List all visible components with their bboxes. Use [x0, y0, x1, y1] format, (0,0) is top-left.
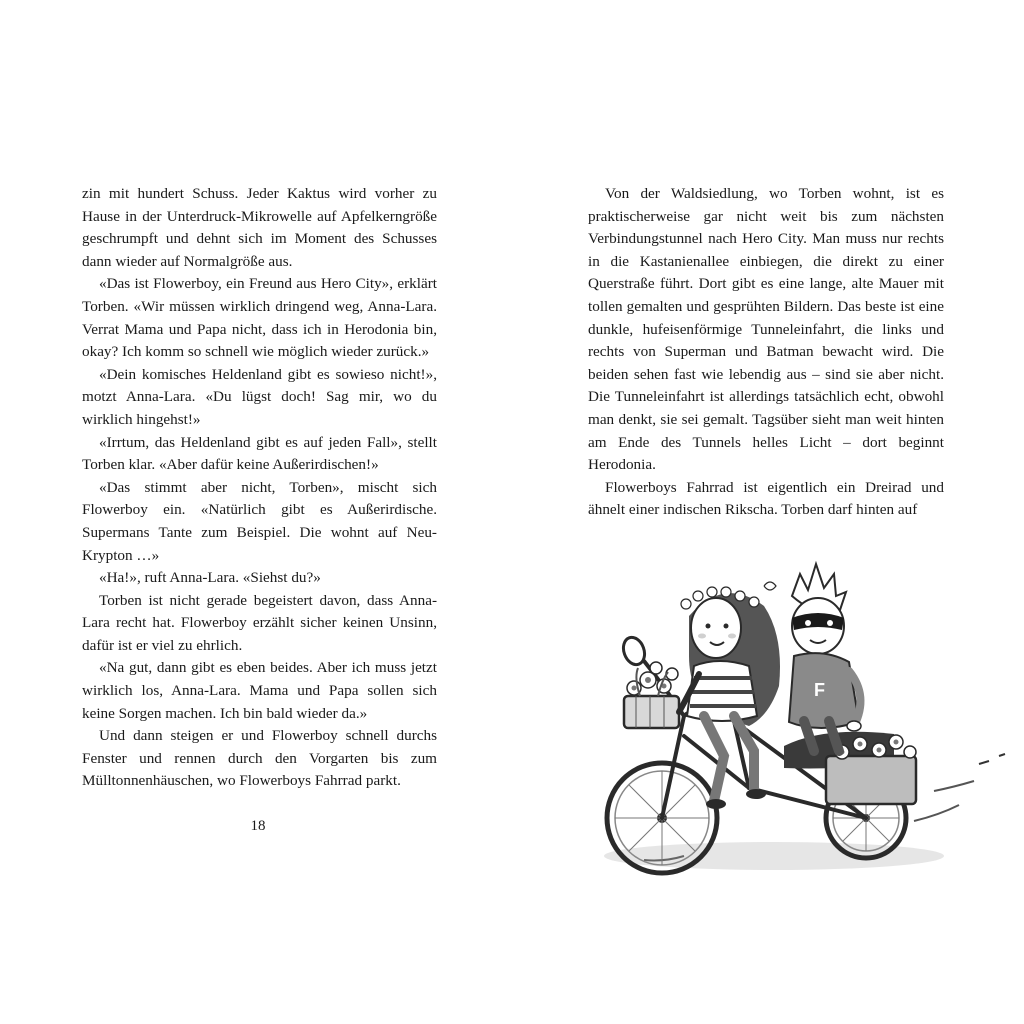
right-page-text [588, 183, 944, 522]
rickshaw-illustration-icon [574, 556, 1014, 886]
page-number: 18 [250, 818, 266, 834]
paragraph: Flowerboys Fahrrad ist eigentlich ein Dreirad und ähnelt einer indischen Rikscha. Torben darf hinten auf [588, 478, 944, 519]
paragraph: Und dann steigen er und Flowerboy schnell durchs Fenster und rennen durch den Vorgarten bis zum Mülltonnenhäuschen, wo Flowerboys Fahrrad parkt. [82, 727, 437, 790]
paragraph: «Ha!», ruft Anna-Lara. «Siehst du?» [99, 569, 321, 587]
paragraph: zin mit hundert Schuss. Jeder Kaktus wird vorher zu Hause in der Unterdruck-Mikrowelle auf Apfelkerngröße geschrumpft und dehnt sich im Moment des Schusses dann wieder auf Normalgröße aus. [82, 185, 437, 270]
paragraph: «Irrtum, das Heldenland gibt es auf jeden Fall», stellt Torben klar. «Aber dafür keine Außerirdischen!» [82, 433, 437, 474]
paragraph: «Dein komisches Heldenland gibt es sowieso nicht!», motzt Anna-Lara. «Du lügst doch! Sag mir, wo du wirklich hingehst!» [82, 365, 437, 428]
paragraph: Von der Waldsiedlung, wo Torben wohnt, ist es praktischerweise gar nicht weit bis zum nächsten Verbindungstunnel nach Hero City. Man muss nur rechts in die Kastanienallee einbiegen, die direkt zu einer Querstraße führt. Dort gibt es eine lange, alte Mauer mit tollen gemalten und gesprühten Bildern. Das beste ist eine dunkle, hufeisenförmige Tunneleinfahrt, die links und rechts von Superman und Batman bewacht wird. Die beiden sehen fast wie lebendig aus – sind sie aber nicht. Die Tunneleinfahrt ist allerdings tatsächlich echt, obwohl man denkt, sie sei gemalt. Tagsüber sieht man weit hinten am Ende des Tunnels helles Licht – dort beginnt Herodonia. [588, 185, 944, 474]
paragraph: «Das ist Flowerboy, ein Freund aus Hero City», erklärt Torben. «Wir müssen wirklich dringend weg, Anna-Lara. Verrat Mama und Papa nicht, dass ich in Herodonia bin, okay? Ich komm so schnell wie möglich wieder zurück.» [82, 275, 437, 361]
paragraph: «Na gut, dann gibt es eben beides. Aber ich muss jetzt wirklich los, Anna-Lara. Mama und Papa sollen sich keine Sorgen machen. Ich bin bald wieder da.» [82, 659, 437, 722]
right-page [512, 0, 1024, 1024]
hero-letter: F [814, 680, 825, 700]
left-page-text [82, 183, 437, 793]
paragraph: «Das stimmt aber nicht, Torben», mischt sich Flowerboy ein. «Natürlich gibt es Außerirdische. Supermans Tante zum Beispiel. Die wohnt auf Neu-Krypton …» [82, 478, 437, 564]
paragraph: Torben ist nicht gerade begeistert davon, dass Anna-Lara recht hat. Flowerboy erzählt sicher keinen Unsinn, dafür ist er viel zu ehrlich. [82, 591, 437, 654]
